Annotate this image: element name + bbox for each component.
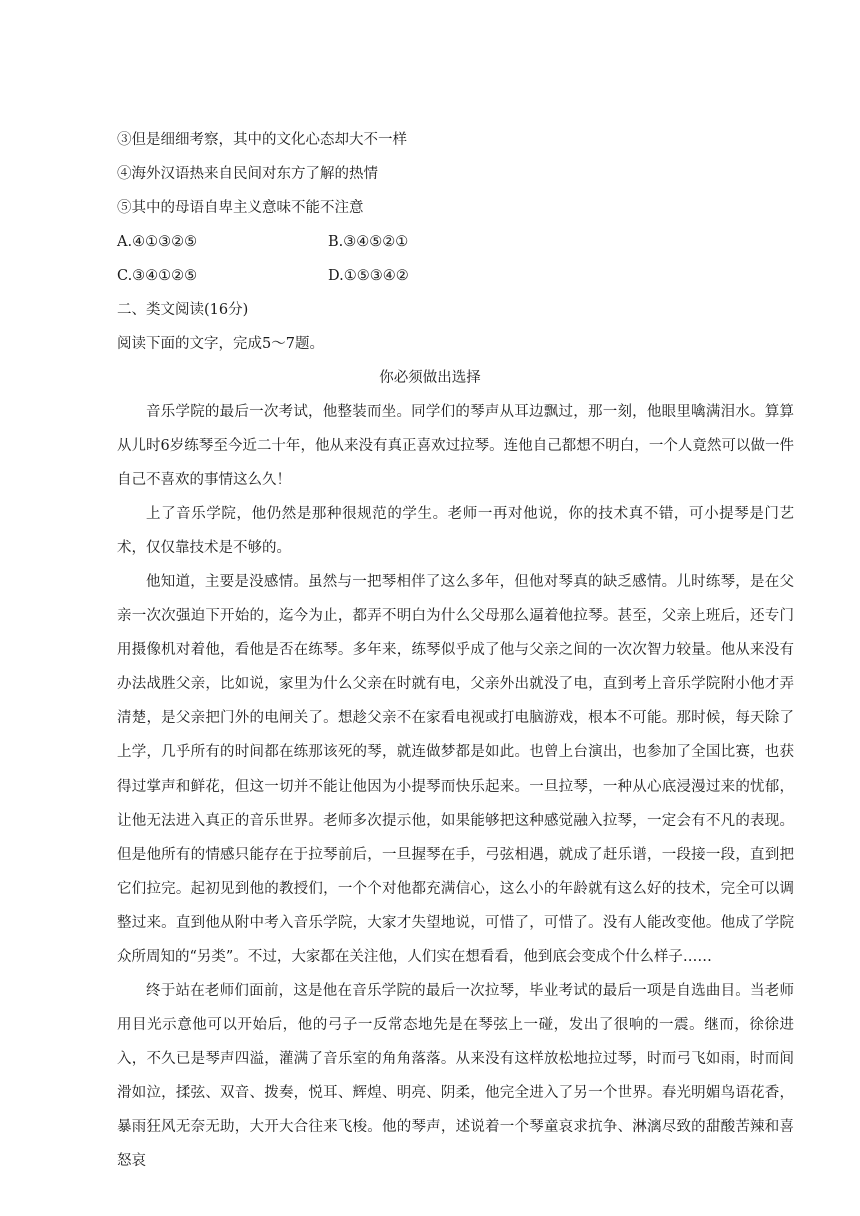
section-heading: 二、类文阅读(16分) (117, 302, 249, 318)
instruction: 阅读下面的文字，完成5～7题。 (117, 336, 324, 352)
option-a: A.④①③②⑤ (117, 234, 198, 250)
question-item: ③但是细细考察，其中的文化心态却大不一样 (117, 132, 407, 148)
passage-title: 你必须做出选择 (379, 370, 481, 386)
option-d: D.①⑤③④② (328, 268, 409, 284)
passage-paragraph: 音乐学院的最后一次考试，他整装而坐。同学们的琴声从耳边飘过，那一刻，他眼里噙满泪水。算算从儿时6岁练琴至今近二十年，他从来没有真正喜欢过拉琴。连他自己都想不明白，一个人竟然可以做一件自己不喜欢的事情这么久！ (117, 404, 794, 489)
option-c: C.③④①②⑤ (117, 268, 198, 284)
option-b: B.③④⑤②① (328, 234, 409, 250)
passage-paragraph: 他知道，主要是没感情。虽然与一把琴相伴了这么多年，但他对琴真的缺乏感情。儿时练琴，是在父亲一次次强迫下开始的，迄今为止，都弄不明白为什么父母那么逼着他拉琴。甚至，父亲上班后，还专门用摄像机对着他，看他是否在练琴。多年来，练琴似乎成了他与父亲之间的一次次智力较量。他从来没有办法战胜父亲，比如说，家里为什么父亲在时就有电，父亲外出就没了电，直到考上音乐学院附小他才弄清楚，是父亲把门外的电闸关了。想趁父亲不在家看电视或打电脑游戏，根本不可能。那时候，每天除了上学，几乎所有的时间都在练那该死的琴，就连做梦都是如此。也曾上台演出，也参加了全国比赛，也获得过掌声和鲜花，但这一切并不能让他因为小提琴而快乐起来。一旦拉琴，一种从心底浸漫过来的忧郁，让他无法进入真正的音乐世界。老师多次提示他，如果能够把这种感觉融入拉琴，一定会有不凡的表现。但是他所有的情感只能存在于拉琴前后，一旦握琴在手，弓弦相遇，就成了赶乐谱，一段接一段，直到把它们拉完。起初见到他的教授们，一个个对他都充满信心，这么小的年龄就有这么好的技术，完全可以调整过来。直到他从附中考入音乐学院，大家才失望地说，可惜了，可惜了。没有人能改变他。他成了学院众所周知的“另类”。不过，大家都在关注他，人们实在想看看，他到底会变成个什么样子…… (117, 574, 794, 966)
passage-paragraph: 终于站在老师们面前，这是他在音乐学院的最后一次拉琴，毕业考试的最后一项是自选曲目。当老师用目光示意他可以开始后，他的弓子一反常态地先是在琴弦上一碰，发出了很响的一震。继而，徐徐进入，不久已是琴声四溢，灌满了音乐室的角角落落。从来没有这样放松地拉过琴，时而弓飞如雨，时而间滑如泣，揉弦、双音、拨奏，悦耳、辉煌、明亮、阴柔，他完全进入了另一个世界。春光明媚鸟语花香，暴雨狂风无奈无助，大开大合往来飞梭。他的琴声，述说着一个琴童哀求抗争、淋漓尽致的甜酸苦辣和喜怒哀 (117, 983, 794, 1170)
question-item: ⑤其中的母语自卑主义意味不能不注意 (117, 200, 364, 216)
passage-paragraph: 上了音乐学院，他仍然是那种很规范的学生。老师一再对他说，你的技术真不错，可小提琴是门艺术，仅仅靠技术是不够的。 (117, 506, 794, 557)
question-item: ④海外汉语热来自民间对东方了解的热情 (117, 166, 378, 182)
